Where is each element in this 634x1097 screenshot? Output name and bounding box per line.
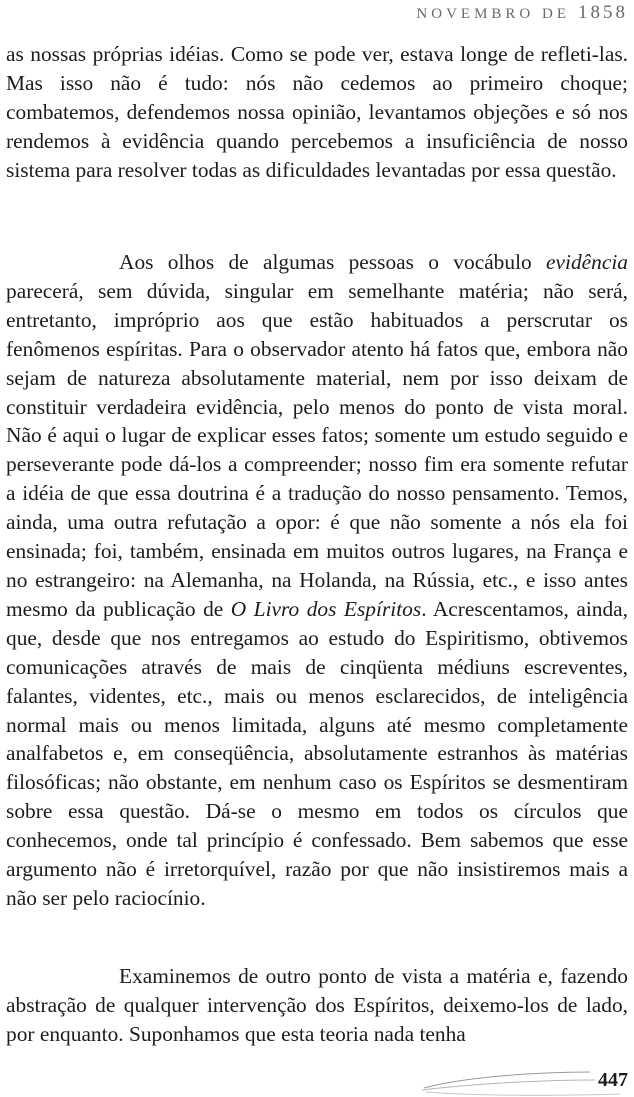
paragraph-examine (6, 962, 628, 1049)
paragraph-1-text: as nossas próprias idéias. Como se pode ver, estava longe de refleti-las. Mas isso não é tudo: nós não cedemos ao primeiro choque; combatemos, defendemos nossa opinião, levantamos objeções e só nos rendemos à evidência quando percebemos a insuficiência de nosso sistema para resolver todas as dificuldades levantadas por essa questão. (6, 42, 628, 182)
paragraph-2-text-c: . Acrescentamos, ainda, que, desde que nos entregamos ao estudo do Espiritismo, obtivemos comunicações através de mais de cinqüenta médiuns escreventes, falantes, videntes, etc., mais ou menos esclarecidos, de inteligência normal mais ou menos limitada, alguns até mesmo completamente analfabetos e, em conseqüência, absolutamente estranhos às matérias filosóficas; não obstante, em nenhum caso os Espíritos se desmentiram sobre essa questão. Dá-se o mesmo em todos os círculos que conhecemos, onde tal princípio é confessado. Bem sabemos que esse argumento não é irretorquível, razão por que não insistiremos mais a não ser pelo raciocínio. (6, 596, 628, 910)
paragraph-evidence (6, 248, 628, 913)
running-header (416, 2, 628, 24)
paragraph-2-text-b: parecerá, sem dúvida, singular em semelhante matéria; não será, entretanto, impróprio aos que estão habituados a perscrutar os fenômenos espíritas. Para o observador atento há fatos que, embora não sejam de natureza absolutamente material, nem por isso deixam de constituir verdadeira evidência, pelo menos do ponto de vista moral. Não é aqui o lugar de explicar esses fatos; somente um estudo seguido e perseverante pode dá-los a compreender; nosso fim era somente refutar a idéia de que essa doutrina é a tradução do nosso pensamento. Temos, ainda, uma outra refutação a opor: é que não somente a nós ela foi ensinada; foi, também, ensinada em muitos outros lugares, na França e no estrangeiro: na Alemanha, na Holanda, na Rússia, etc., e isso antes mesmo da publicação de (6, 278, 628, 621)
header-month: NOVEMBRO DE (416, 6, 570, 22)
paragraph-3-text: Examinemos de outro ponto de vista a matéria e, fazendo abstração de qualquer intervenção dos Espíritos, deixemo-los de lado, por enquanto. Suponhamos que esta teoria nada tenha (6, 964, 628, 1046)
header-year: 1858 (578, 2, 628, 23)
book-title: O Livro dos Espíritos (230, 596, 422, 621)
paragraph-2-text-a: Aos olhos de algumas pessoas o vocábulo (119, 250, 547, 274)
emphasized-word: evidência (546, 250, 628, 274)
page-number: 447 (598, 1069, 628, 1091)
paragraph-continued (6, 40, 628, 185)
